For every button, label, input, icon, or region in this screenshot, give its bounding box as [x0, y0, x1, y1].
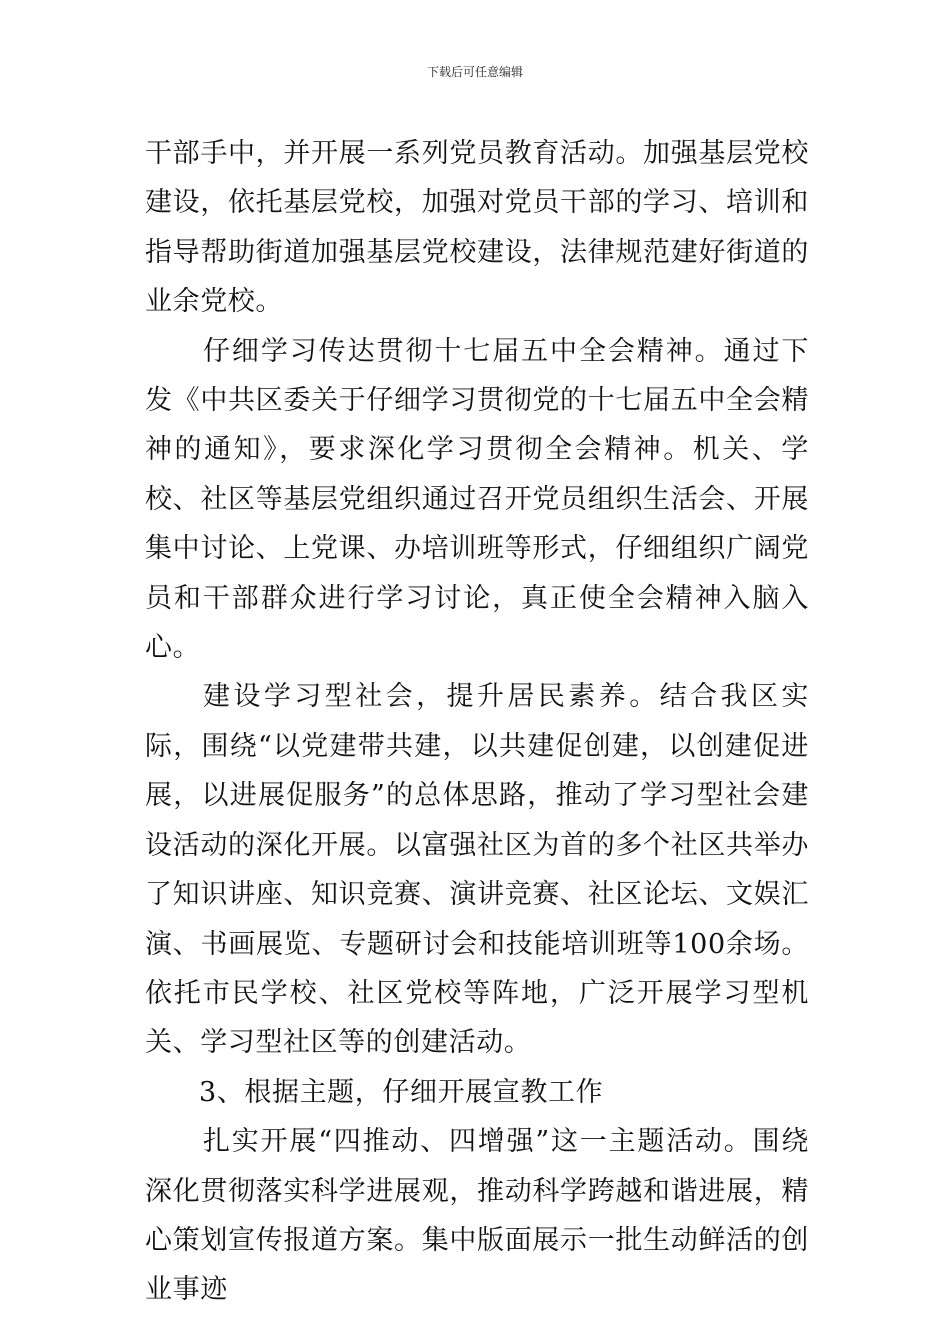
section-heading: 3、根据主题，仔细开展宣教工作 [199, 1076, 604, 1108]
body-text [145, 129, 809, 1315]
paragraph-study-plenum: 仔细学习传达贯彻十七届五中全会精神。通过下发《中共区委关于仔细学习贯彻党的十七届五中全会精神的通知》，要求深化学习贯彻全会精神。机关、学校、社区等基层党组织通过召开党员组织生活会、开展集中讨论、上党课、办培训班等形式，仔细组织广阔党员和干部群众进行学习讨论，真正使全会精神入脑入心。 [145, 335, 809, 664]
header-note: 下载后可任意编辑 [426, 65, 523, 79]
paragraph-learning-society: 建设学习型社会，提升居民素养。结合我区实际，围绕“以党建带共建，以共建促创建，以创建促进展，以进展促服务”的总体思路，推动了学习型社会建设活动的深化开展。以富强社区为首的多个社区共举办了知识讲座、知识竞赛、演讲竞赛、社区论坛、文娱汇演、书画展览、专题研讨会和技能培训班等100余场。依托市民学校、社区党校等阵地，广泛开展学习型机关、学习型社区等的创建活动。 [145, 681, 809, 1059]
paragraph-continuation: 干部手中，并开展一系列党员教育活动。加强基层党校建设，依托基层党校，加强对党员干部的学习、培训和指导帮助街道加强基层党校建设，法律规范建好街道的业余党校。 [145, 138, 809, 318]
paragraph-theme-activity: 扎实开展“四推动、四增强”这一主题活动。围绕深化贯彻落实科学进展观，推动科学跨越和谐进展，精心策划宣传报道方案。集中版面展示一批生动鲜活的创业事迹 [145, 1126, 809, 1306]
